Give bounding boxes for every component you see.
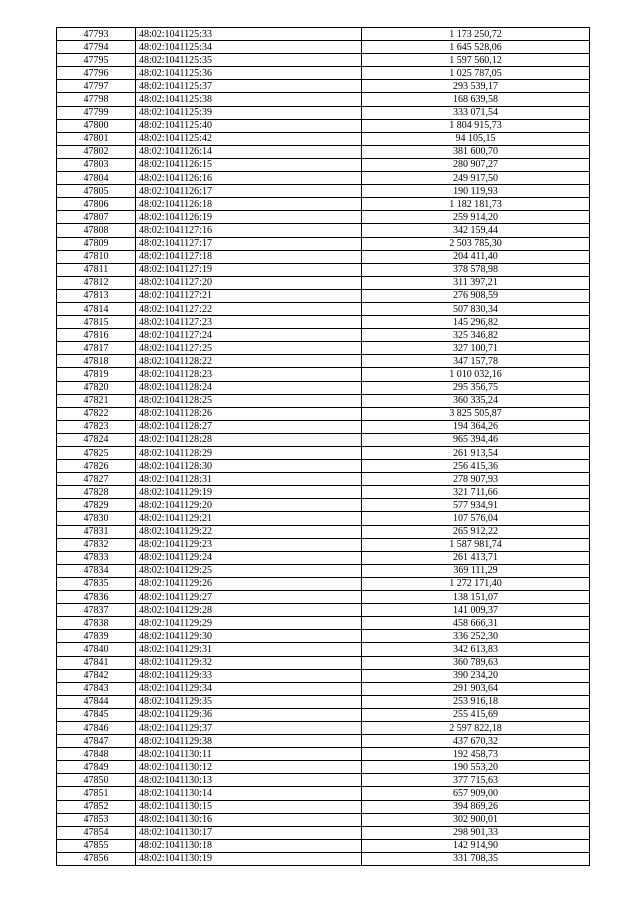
table-row (57, 525, 590, 538)
table-row (57, 132, 590, 145)
cadastral-number: 48:02:1041129:22 (136, 525, 362, 538)
cadastral-value: 302 900,01 (362, 813, 590, 826)
cadastral-number: 48:02:1041129:23 (136, 538, 362, 551)
table-row (57, 499, 590, 512)
table-row (57, 735, 590, 748)
cadastral-number: 48:02:1041127:19 (136, 263, 362, 276)
table-row (57, 682, 590, 695)
cadastral-number: 48:02:1041128:23 (136, 368, 362, 381)
table-row (57, 669, 590, 682)
row-number: 47850 (57, 774, 136, 787)
cadastral-number: 48:02:1041127:23 (136, 316, 362, 329)
table-row (57, 302, 590, 315)
cadastral-value: 360 789,63 (362, 656, 590, 669)
cadastral-number: 48:02:1041130:19 (136, 852, 362, 865)
table-row (57, 473, 590, 486)
cadastral-value: 390 234,20 (362, 669, 590, 682)
row-number: 47794 (57, 41, 136, 54)
table-row (57, 420, 590, 433)
cadastral-number: 48:02:1041128:26 (136, 407, 362, 420)
cadastral-value: 1 272 171,40 (362, 577, 590, 590)
cadastral-value: 278 907,93 (362, 473, 590, 486)
cadastral-value: 369 111,29 (362, 564, 590, 577)
row-number: 47819 (57, 368, 136, 381)
row-number: 47847 (57, 735, 136, 748)
cadastral-value: 256 415,36 (362, 460, 590, 473)
table-row (57, 224, 590, 237)
row-number: 47853 (57, 813, 136, 826)
cadastral-value: 458 666,31 (362, 617, 590, 630)
row-number: 47809 (57, 237, 136, 250)
row-number: 47854 (57, 826, 136, 839)
table-row (57, 604, 590, 617)
row-number: 47844 (57, 695, 136, 708)
cadastral-value: 94 105,15 (362, 132, 590, 145)
table-row (57, 538, 590, 551)
cadastral-number: 48:02:1041125:37 (136, 80, 362, 93)
cadastral-number: 48:02:1041129:36 (136, 708, 362, 721)
cadastral-number: 48:02:1041125:38 (136, 93, 362, 106)
cadastral-value: 1 182 181,73 (362, 198, 590, 211)
table-row (57, 237, 590, 250)
cadastral-value: 190 119,93 (362, 185, 590, 198)
cadastral-number: 48:02:1041126:15 (136, 158, 362, 171)
row-number: 47808 (57, 224, 136, 237)
cadastral-number: 48:02:1041129:29 (136, 617, 362, 630)
table-row (57, 329, 590, 342)
cadastral-value: 293 539,17 (362, 80, 590, 93)
table-row (57, 813, 590, 826)
cadastral-number: 48:02:1041129:27 (136, 591, 362, 604)
table-row (57, 106, 590, 119)
table-row (57, 800, 590, 813)
row-number: 47795 (57, 54, 136, 67)
cadastral-number: 48:02:1041129:31 (136, 643, 362, 656)
row-number: 47802 (57, 145, 136, 158)
cadastral-value-table (56, 27, 590, 866)
row-number: 47796 (57, 67, 136, 80)
cadastral-value: 377 715,63 (362, 774, 590, 787)
cadastral-value: 381 600,70 (362, 145, 590, 158)
cadastral-value: 190 553,20 (362, 761, 590, 774)
cadastral-number: 48:02:1041129:28 (136, 604, 362, 617)
cadastral-number: 48:02:1041128:30 (136, 460, 362, 473)
table-row (57, 407, 590, 420)
cadastral-value: 1 645 528,06 (362, 41, 590, 54)
table-row (57, 80, 590, 93)
row-number: 47849 (57, 761, 136, 774)
cadastral-number: 48:02:1041127:21 (136, 289, 362, 302)
row-number: 47829 (57, 499, 136, 512)
cadastral-value: 347 157,78 (362, 355, 590, 368)
table-row (57, 695, 590, 708)
table-row (57, 276, 590, 289)
table-row (57, 198, 590, 211)
cadastral-value: 249 917,50 (362, 172, 590, 185)
cadastral-value: 145 296,82 (362, 316, 590, 329)
row-number: 47839 (57, 630, 136, 643)
cadastral-number: 48:02:1041127:20 (136, 276, 362, 289)
cadastral-value: 291 903,64 (362, 682, 590, 695)
cadastral-value: 261 413,71 (362, 551, 590, 564)
row-number: 47836 (57, 591, 136, 604)
cadastral-value: 1 010 032,16 (362, 368, 590, 381)
row-number: 47813 (57, 289, 136, 302)
cadastral-number: 48:02:1041126:16 (136, 172, 362, 185)
table-row (57, 551, 590, 564)
cadastral-value: 1 025 787,05 (362, 67, 590, 80)
row-number: 47817 (57, 342, 136, 355)
table-row (57, 460, 590, 473)
row-number: 47820 (57, 381, 136, 394)
row-number: 47806 (57, 198, 136, 211)
cadastral-number: 48:02:1041129:34 (136, 682, 362, 695)
cadastral-value: 1 804 915,73 (362, 119, 590, 132)
cadastral-value: 259 914,20 (362, 211, 590, 224)
table-row (57, 447, 590, 460)
table-row (57, 93, 590, 106)
row-number: 47843 (57, 682, 136, 695)
table-row (57, 145, 590, 158)
table-row (57, 577, 590, 590)
row-number: 47851 (57, 787, 136, 800)
cadastral-value: 965 394,46 (362, 433, 590, 446)
row-number: 47838 (57, 617, 136, 630)
table-row (57, 172, 590, 185)
table-row (57, 263, 590, 276)
row-number: 47816 (57, 329, 136, 342)
row-number: 47837 (57, 604, 136, 617)
row-number: 47807 (57, 211, 136, 224)
row-number: 47840 (57, 643, 136, 656)
cadastral-number: 48:02:1041125:42 (136, 132, 362, 145)
cadastral-number: 48:02:1041126:18 (136, 198, 362, 211)
cadastral-number: 48:02:1041129:30 (136, 630, 362, 643)
cadastral-value: 1 597 560,12 (362, 54, 590, 67)
table-row (57, 394, 590, 407)
cadastral-number: 48:02:1041126:17 (136, 185, 362, 198)
cadastral-number: 48:02:1041129:19 (136, 486, 362, 499)
cadastral-value: 2 597 822,18 (362, 721, 590, 734)
table-row (57, 41, 590, 54)
cadastral-value: 1 173 250,72 (362, 28, 590, 41)
row-number: 47856 (57, 852, 136, 865)
row-number: 47855 (57, 839, 136, 852)
table-row (57, 708, 590, 721)
table-row (57, 774, 590, 787)
row-number: 47801 (57, 132, 136, 145)
table-row (57, 656, 590, 669)
cadastral-value: 276 908,59 (362, 289, 590, 302)
table-row (57, 355, 590, 368)
cadastral-number: 48:02:1041128:28 (136, 433, 362, 446)
cadastral-number: 48:02:1041129:32 (136, 656, 362, 669)
cadastral-value: 336 252,30 (362, 630, 590, 643)
cadastral-value: 204 411,40 (362, 250, 590, 263)
table-row (57, 721, 590, 734)
row-number: 47815 (57, 316, 136, 329)
cadastral-value: 378 578,98 (362, 263, 590, 276)
table-row (57, 342, 590, 355)
row-number: 47814 (57, 302, 136, 315)
cadastral-value: 311 397,21 (362, 276, 590, 289)
row-number: 47800 (57, 119, 136, 132)
table-row (57, 67, 590, 80)
cadastral-number: 48:02:1041130:14 (136, 787, 362, 800)
cadastral-value: 295 356,75 (362, 381, 590, 394)
cadastral-number: 48:02:1041130:12 (136, 761, 362, 774)
row-number: 47818 (57, 355, 136, 368)
cadastral-value: 360 335,24 (362, 394, 590, 407)
row-number: 47834 (57, 564, 136, 577)
cadastral-value: 437 670,32 (362, 735, 590, 748)
table-row (57, 761, 590, 774)
row-number: 47799 (57, 106, 136, 119)
cadastral-value: 333 071,54 (362, 106, 590, 119)
row-number: 47798 (57, 93, 136, 106)
cadastral-value: 107 576,04 (362, 512, 590, 525)
cadastral-number: 48:02:1041128:22 (136, 355, 362, 368)
cadastral-number: 48:02:1041127:17 (136, 237, 362, 250)
cadastral-number: 48:02:1041130:15 (136, 800, 362, 813)
cadastral-number: 48:02:1041127:22 (136, 302, 362, 315)
cadastral-number: 48:02:1041129:21 (136, 512, 362, 525)
row-number: 47852 (57, 800, 136, 813)
cadastral-value: 342 159,44 (362, 224, 590, 237)
row-number: 47823 (57, 420, 136, 433)
table-row (57, 852, 590, 865)
cadastral-number: 48:02:1041125:33 (136, 28, 362, 41)
cadastral-value: 142 914,90 (362, 839, 590, 852)
cadastral-number: 48:02:1041129:24 (136, 551, 362, 564)
cadastral-number: 48:02:1041127:18 (136, 250, 362, 263)
cadastral-value: 321 711,66 (362, 486, 590, 499)
cadastral-number: 48:02:1041125:36 (136, 67, 362, 80)
cadastral-number: 48:02:1041129:33 (136, 669, 362, 682)
row-number: 47825 (57, 447, 136, 460)
cadastral-number: 48:02:1041128:31 (136, 473, 362, 486)
row-number: 47830 (57, 512, 136, 525)
cadastral-number: 48:02:1041127:25 (136, 342, 362, 355)
cadastral-value: 327 100,71 (362, 342, 590, 355)
row-number: 47821 (57, 394, 136, 407)
cadastral-number: 48:02:1041127:24 (136, 329, 362, 342)
row-number: 47841 (57, 656, 136, 669)
cadastral-number: 48:02:1041129:35 (136, 695, 362, 708)
cadastral-number: 48:02:1041130:18 (136, 839, 362, 852)
row-number: 47824 (57, 433, 136, 446)
table-row (57, 119, 590, 132)
cadastral-value: 261 913,54 (362, 447, 590, 460)
row-number: 47826 (57, 460, 136, 473)
table-row (57, 368, 590, 381)
row-number: 47812 (57, 276, 136, 289)
row-number: 47833 (57, 551, 136, 564)
cadastral-value: 657 909,00 (362, 787, 590, 800)
table-row (57, 316, 590, 329)
cadastral-number: 48:02:1041125:39 (136, 106, 362, 119)
table-row (57, 748, 590, 761)
row-number: 47793 (57, 28, 136, 41)
cadastral-number: 48:02:1041129:37 (136, 721, 362, 734)
row-number: 47835 (57, 577, 136, 590)
table-row (57, 839, 590, 852)
cadastral-number: 48:02:1041129:25 (136, 564, 362, 577)
table-row (57, 512, 590, 525)
table-row (57, 564, 590, 577)
row-number: 47831 (57, 525, 136, 538)
cadastral-number: 48:02:1041130:16 (136, 813, 362, 826)
cadastral-number: 48:02:1041129:38 (136, 735, 362, 748)
row-number: 47828 (57, 486, 136, 499)
table-row (57, 185, 590, 198)
table-row (57, 630, 590, 643)
row-number: 47846 (57, 721, 136, 734)
cadastral-number: 48:02:1041125:40 (136, 119, 362, 132)
cadastral-value: 265 912,22 (362, 525, 590, 538)
table-row (57, 591, 590, 604)
cadastral-number: 48:02:1041126:14 (136, 145, 362, 158)
row-number: 47805 (57, 185, 136, 198)
cadastral-number: 48:02:1041130:11 (136, 748, 362, 761)
cadastral-number: 48:02:1041128:29 (136, 447, 362, 460)
row-number: 47803 (57, 158, 136, 171)
cadastral-value: 507 830,34 (362, 302, 590, 315)
table-row (57, 54, 590, 67)
table-row (57, 381, 590, 394)
cadastral-number: 48:02:1041129:26 (136, 577, 362, 590)
cadastral-value: 138 151,07 (362, 591, 590, 604)
table-row (57, 250, 590, 263)
row-number: 47842 (57, 669, 136, 682)
table-row (57, 289, 590, 302)
row-number: 47811 (57, 263, 136, 276)
table-row (57, 617, 590, 630)
cadastral-value: 141 009,37 (362, 604, 590, 617)
cadastral-number: 48:02:1041125:34 (136, 41, 362, 54)
table-row (57, 486, 590, 499)
row-number: 47827 (57, 473, 136, 486)
cadastral-value: 342 613,83 (362, 643, 590, 656)
row-number: 47832 (57, 538, 136, 551)
row-number: 47804 (57, 172, 136, 185)
table-row (57, 787, 590, 800)
table-row (57, 158, 590, 171)
cadastral-value: 3 825 505,87 (362, 407, 590, 420)
cadastral-value: 253 916,18 (362, 695, 590, 708)
row-number: 47810 (57, 250, 136, 263)
cadastral-number: 48:02:1041128:27 (136, 420, 362, 433)
cadastral-number: 48:02:1041125:35 (136, 54, 362, 67)
cadastral-number: 48:02:1041128:24 (136, 381, 362, 394)
cadastral-value: 192 458,73 (362, 748, 590, 761)
cadastral-value: 168 639,58 (362, 93, 590, 106)
cadastral-number: 48:02:1041127:16 (136, 224, 362, 237)
row-number: 47845 (57, 708, 136, 721)
table-row (57, 28, 590, 41)
cadastral-value: 298 901,33 (362, 826, 590, 839)
cadastral-value: 577 934,91 (362, 499, 590, 512)
row-number: 47848 (57, 748, 136, 761)
cadastral-value: 394 869,26 (362, 800, 590, 813)
row-number: 47797 (57, 80, 136, 93)
table-row (57, 826, 590, 839)
cadastral-value: 1 587 981,74 (362, 538, 590, 551)
table-row (57, 433, 590, 446)
table-row (57, 211, 590, 224)
cadastral-value: 255 415,69 (362, 708, 590, 721)
cadastral-number: 48:02:1041128:25 (136, 394, 362, 407)
cadastral-value: 331 708,35 (362, 852, 590, 865)
cadastral-number: 48:02:1041130:13 (136, 774, 362, 787)
row-number: 47822 (57, 407, 136, 420)
cadastral-value: 280 907,27 (362, 158, 590, 171)
cadastral-value: 194 364,26 (362, 420, 590, 433)
cadastral-number: 48:02:1041130:17 (136, 826, 362, 839)
cadastral-value: 325 346,82 (362, 329, 590, 342)
cadastral-number: 48:02:1041126:19 (136, 211, 362, 224)
cadastral-number: 48:02:1041129:20 (136, 499, 362, 512)
cadastral-value: 2 503 785,30 (362, 237, 590, 250)
table-row (57, 643, 590, 656)
table-body (57, 28, 590, 866)
